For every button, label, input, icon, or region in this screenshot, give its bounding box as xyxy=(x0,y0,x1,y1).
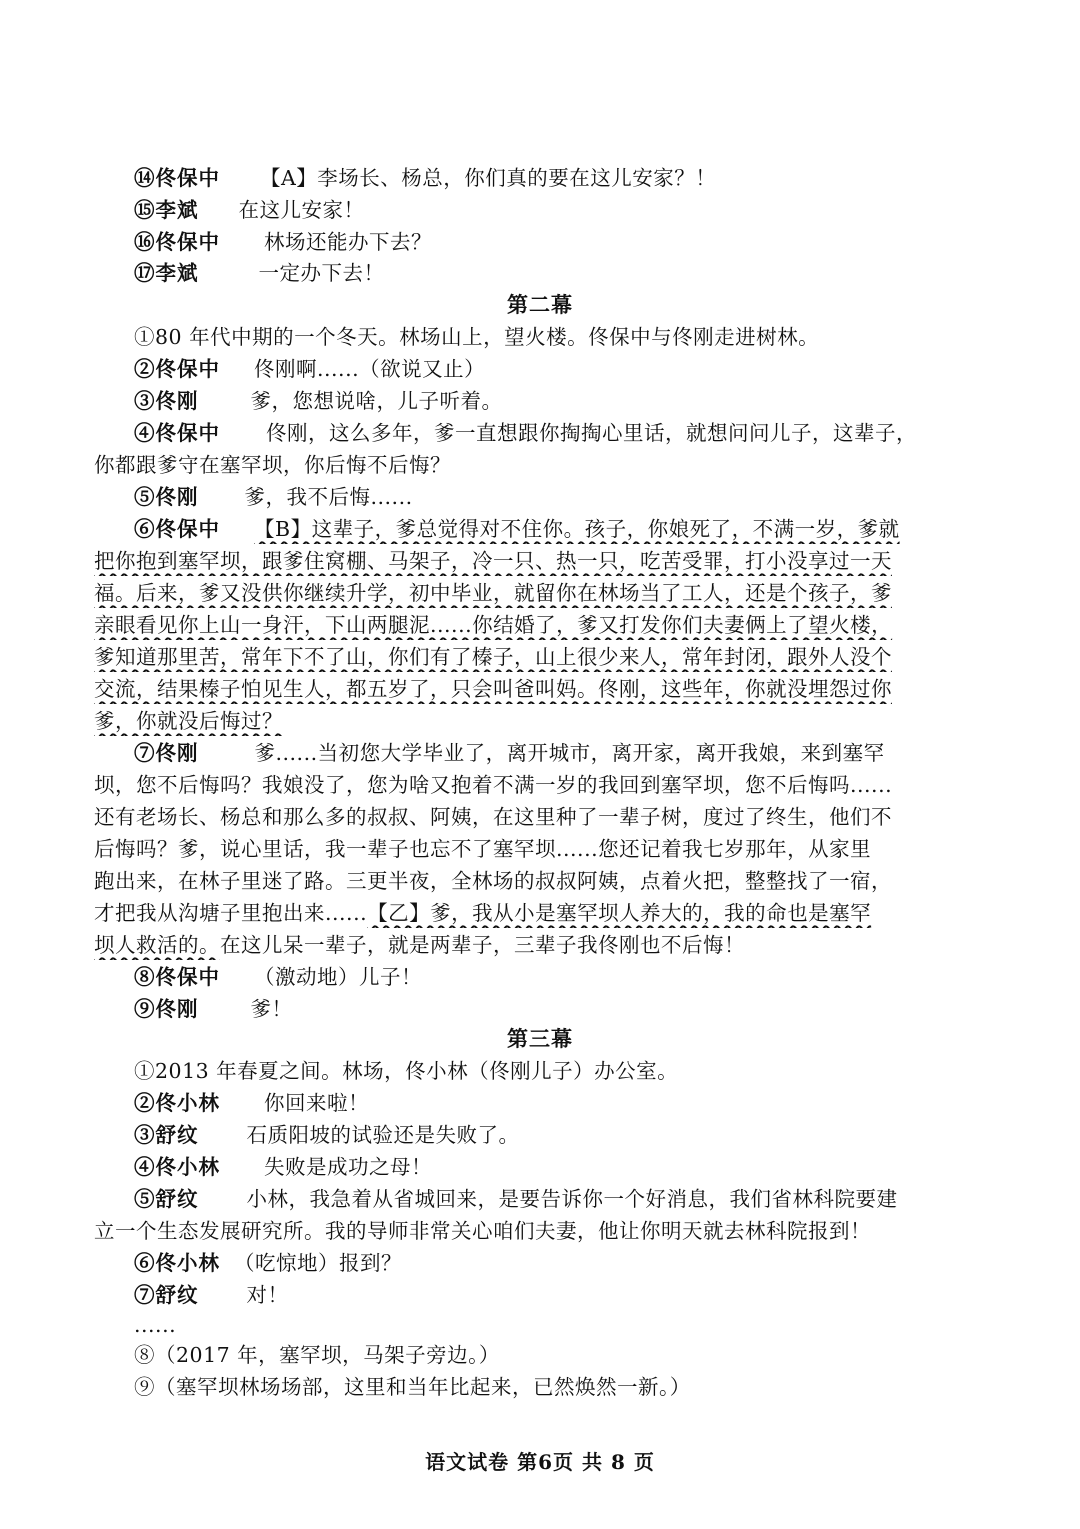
dialogue-line xyxy=(134,1184,980,1214)
speaker-name: ⑮李斌 xyxy=(134,198,199,222)
speaker-name: ④佟保中 xyxy=(134,421,220,445)
page-footer: 语文试卷 第6页 共 8 页 xyxy=(425,1450,655,1474)
dialogue-line xyxy=(134,482,980,512)
speaker-name: ⑰李斌 xyxy=(134,261,199,285)
dialogue-continuation: 坝，您不后悔吗？我娘没了，您为啥又抱着不满一岁的我回到塞罕坝，您不后悔吗...... xyxy=(94,773,893,797)
dialogue-continuation: 后悔吗？爹，说心里话，我一辈子也忘不了塞罕坝......您还记着我七岁那年，从家里 xyxy=(94,837,872,861)
dialogue-line xyxy=(134,994,980,1024)
speaker-name: ⑤佟刚 xyxy=(134,485,199,509)
speaker-name: ⑤舒纹 xyxy=(134,1187,199,1211)
dialogue-text: 在这儿呆一辈子，就是两辈子，三辈子我佟刚也不后悔！ xyxy=(220,933,745,957)
dialogue-text: 才把我从沟塘子里抱出来...... xyxy=(94,901,368,925)
underlined-passage-yi: 【乙】爹，我从小是塞罕坝人养大的，我的命也是塞罕 xyxy=(367,901,872,925)
speaker-name: ⑦佟刚 xyxy=(134,741,199,765)
speaker-name: ⑥佟保中 xyxy=(134,517,220,541)
underlined-passage-b: 交流，结果榛子怕见生人，都五岁了，只会叫爸叫妈。佟刚，这些年，你就没埋怨过你 xyxy=(94,677,892,701)
dialogue-line xyxy=(134,1152,980,1182)
dialogue-line xyxy=(134,514,980,544)
underlined-passage-b: 福。后来，爹又没供你继续升学，初中毕业，就留你在林场当了工人，还是个孩子，爹 xyxy=(94,581,892,605)
underlined-passage-b: 亲眼看见你上山一身汗，下山两腿泥......你结婚了，爹又打发你们夫妻俩上了望火楼， xyxy=(94,613,893,637)
underlined-passage-b: 把你抱到塞罕坝，跟爹住窝棚、马架子，冷一只、热一只，吃苦受罪，打小没享过一天 xyxy=(94,549,892,573)
speaker-name: ⑯佟保中 xyxy=(134,230,220,254)
underlined-passage-yi: 坝人救活的。 xyxy=(94,933,220,957)
dialogue-text: （激动地）儿子！ xyxy=(254,965,422,989)
speaker-name: ⑥佟小林 xyxy=(134,1251,220,1275)
speaker-name: ⑦舒纹 xyxy=(134,1283,199,1307)
dialogue-continuation: 还有老场长、杨总和那么多的叔叔、阿姨，在这里种了一辈子树，度过了终生，他们不 xyxy=(94,805,892,829)
dialogue-line xyxy=(134,1280,980,1310)
dialogue-continuation xyxy=(94,610,980,640)
dialogue-line xyxy=(134,258,980,288)
dialogue-line xyxy=(134,738,980,768)
dialogue-line xyxy=(134,227,980,257)
dialogue-text: 佟刚啊......（欲说又止） xyxy=(254,357,486,381)
speaker-name: ②佟保中 xyxy=(134,357,220,381)
stage-direction: ⑨（塞罕坝林场场部，这里和当年比起来，已然焕然一新。） xyxy=(134,1375,691,1399)
dialogue-line xyxy=(134,195,980,225)
stage-direction: ①80 年代中期的一个冬天。林场山上，望火楼。佟保中与佟刚走进树林。 xyxy=(134,325,820,349)
dialogue-text: （吃惊地）报到？ xyxy=(234,1251,402,1275)
dialogue-text: 【A】李场长、杨总，你们真的要在这儿安家？！ xyxy=(260,166,717,190)
stage-direction: ⑧（2017 年，塞罕坝，马架子旁边。） xyxy=(134,1343,500,1367)
speaker-name: ③佟刚 xyxy=(134,389,199,413)
dialogue-text: 在这儿安家！ xyxy=(238,198,365,222)
dialogue-line xyxy=(134,962,980,992)
dialogue-text: 对！ xyxy=(246,1283,289,1307)
dialogue-text: 失败是成功之母！ xyxy=(264,1155,432,1179)
underlined-passage-b: 爹知道那里苦，常年下不了山，你们有了榛子，山上很少来人，常年封闭，跟外人没个 xyxy=(94,645,892,669)
dialogue-continuation xyxy=(94,578,980,608)
underlined-passage-b: 爹，你就没后悔过？ xyxy=(94,709,283,733)
speaker-name: ⑭佟保中 xyxy=(134,166,220,190)
dialogue-text: 林场还能办下去？ xyxy=(264,230,432,254)
dialogue-continuation xyxy=(94,674,980,704)
dialogue-continuation xyxy=(94,642,980,672)
dialogue-continuation: 跑出来，在林子里迷了路。三更半夜，全林场的叔叔阿姨，点着火把，整整找了一宿， xyxy=(94,869,892,893)
dialogue-continuation xyxy=(94,546,980,576)
dialogue-continuation xyxy=(94,930,980,960)
dialogue-line xyxy=(134,1248,980,1278)
dialogue-line xyxy=(134,163,980,193)
dialogue-text: 佟刚，这么多年，爹一直想跟你掏掏心里话，就想问问儿子，这辈子， xyxy=(266,421,917,445)
dialogue-line xyxy=(134,354,980,384)
dialogue-text: 一定办下去！ xyxy=(258,261,385,285)
dialogue-line xyxy=(134,1088,980,1118)
dialogue-text: 你回来啦！ xyxy=(264,1091,369,1115)
act-heading: 第二幕 xyxy=(507,292,573,317)
dialogue-text: 爹！ xyxy=(250,997,293,1021)
speaker-name: ②佟小林 xyxy=(134,1091,220,1115)
speaker-name: ③舒纹 xyxy=(134,1123,199,1147)
dialogue-continuation: 你都跟爹守在塞罕坝，你后悔不后悔？ xyxy=(94,453,451,477)
dialogue-continuation: 立一个生态发展研究所。我的导师非常关心咱们夫妻，他让你明天就去林科院报到！ xyxy=(94,1219,871,1243)
speaker-name: ⑨佟刚 xyxy=(134,997,199,1021)
dialogue-line xyxy=(134,418,980,448)
dialogue-text: 爹......当初您大学毕业了，离开城市，离开家，离开我娘，来到塞罕 xyxy=(254,741,885,765)
dialogue-line xyxy=(134,386,980,416)
dialogue-line xyxy=(134,1120,980,1150)
dialogue-text: 爹，我不后悔...... xyxy=(244,485,413,509)
speaker-name: ⑧佟保中 xyxy=(134,965,220,989)
stage-direction: ①2013 年春夏之间。林场，佟小林（佟刚儿子）办公室。 xyxy=(134,1059,679,1083)
act-heading: 第三幕 xyxy=(507,1026,573,1051)
dialogue-text: 石质阳坡的试验还是失败了。 xyxy=(246,1123,520,1147)
dialogue-continuation xyxy=(94,706,980,736)
dialogue-text: 小林，我急着从省城回来，是要告诉你一个好消息，我们省林科院要建 xyxy=(246,1187,898,1211)
dialogue-continuation xyxy=(94,898,980,928)
ellipsis: ...... xyxy=(134,1313,177,1337)
underlined-passage-b: 【B】这辈子，爹总觉得对不住你。孩子，你娘死了，不满一岁，爹就 xyxy=(254,517,900,541)
speaker-name: ④佟小林 xyxy=(134,1155,220,1179)
dialogue-text: 爹，您想说啥，儿子听着。 xyxy=(250,389,503,413)
